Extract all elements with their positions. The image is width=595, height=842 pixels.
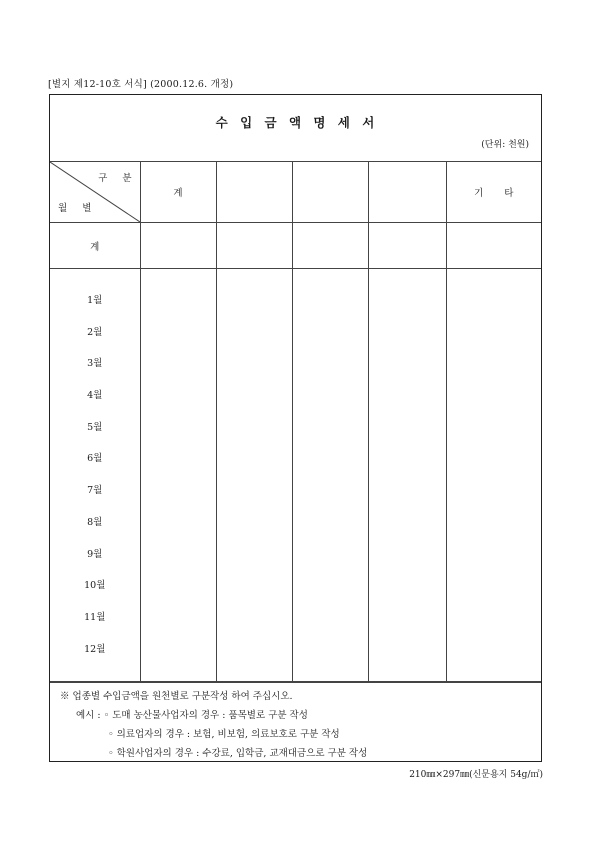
header-blank-3[interactable] (368, 162, 446, 223)
month-entry-column[interactable] (216, 269, 292, 683)
month-label: 5월 (87, 421, 103, 433)
month-label: 10월 (84, 580, 106, 592)
total-cell[interactable] (446, 223, 541, 269)
form-title: 수 입 금 액 명 세 서 (215, 115, 376, 130)
month-labels (50, 269, 140, 683)
income-table (50, 161, 541, 683)
month-entry-column[interactable] (446, 269, 541, 683)
months-row (50, 269, 541, 683)
month-label: 9월 (87, 548, 103, 560)
header-category: 구 분 (98, 173, 132, 184)
month-label: 6월 (87, 453, 103, 465)
diagonal-header-cell (50, 162, 140, 223)
header-blank-2[interactable] (292, 162, 368, 223)
month-entry-column[interactable] (140, 269, 216, 683)
total-row (50, 223, 541, 269)
month-entry-column[interactable] (292, 269, 368, 683)
form-reference: [별지 제12-10호 서식] (2000.12.6. 개정) (48, 79, 234, 90)
month-label: 8월 (87, 516, 103, 528)
note-instruction: ※ 업종별 수입금액을 원천별로 구분작성 하여 주십시오. (60, 691, 293, 702)
header-row (50, 162, 541, 223)
month-label: 11월 (84, 611, 106, 623)
month-label: 3월 (87, 358, 103, 370)
month-label: 12월 (84, 643, 106, 655)
notes-section (50, 681, 541, 759)
header-month: 월 별 (58, 203, 92, 214)
unit-label: (단위: 천원) (481, 140, 529, 150)
form-frame (49, 94, 542, 762)
month-entry-column[interactable] (368, 269, 446, 683)
month-label: 2월 (87, 326, 103, 338)
note-example-1: 예시 : ◦ 도매 농산물사업자의 경우 : 품목별로 구분 작성 (76, 710, 308, 721)
total-cell[interactable] (216, 223, 292, 269)
paper-spec: 210㎜×297㎜(신문용지 54g/㎡) (409, 770, 543, 780)
header-total: 계 (140, 162, 216, 223)
header-blank-1[interactable] (216, 162, 292, 223)
month-label: 7월 (87, 485, 103, 497)
month-label: 1월 (87, 295, 103, 306)
note-example-3: ◦ 학원사업자의 경우 : 수강료, 입학금, 교재대금으로 구분 작성 (108, 748, 368, 759)
total-cell[interactable] (140, 223, 216, 269)
total-cell[interactable] (368, 223, 446, 269)
total-row-label: 계 (50, 223, 140, 269)
month-label: 4월 (87, 390, 103, 402)
header-other: 기 타 (446, 162, 541, 223)
note-example-2: ◦ 의료업자의 경우 : 보험, 비보험, 의료보호로 구분 작성 (108, 729, 340, 740)
total-cell[interactable] (292, 223, 368, 269)
